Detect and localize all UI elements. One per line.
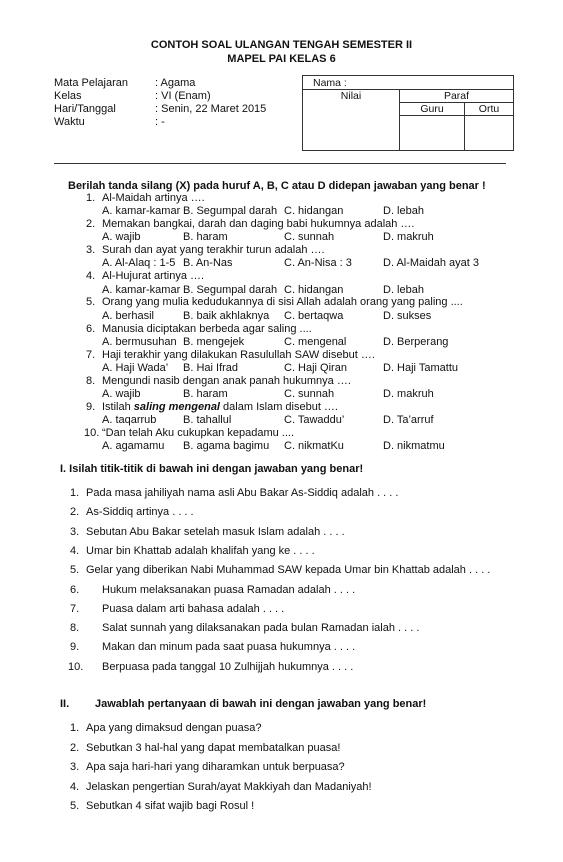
fill-in-number: 1. <box>70 487 80 499</box>
info-value-mapel: : Agama <box>155 77 196 89</box>
question-number: 6. <box>86 322 96 335</box>
answer-option[interactable]: A. agamamu <box>102 440 165 453</box>
paraf-header <box>400 90 514 103</box>
essay-number: 4. <box>70 780 80 793</box>
nama-label: Nama : <box>313 76 347 89</box>
question-number: 4. <box>86 270 96 283</box>
nilai-cell[interactable] <box>303 90 400 151</box>
essay-question: Apa yang dimaksud dengan puasa? <box>86 722 262 734</box>
answer-option[interactable]: A. Haji Wada’ <box>102 361 169 374</box>
document-title: CONTOH SOAL ULANGAN TENGAH SEMESTER II <box>150 39 413 51</box>
paraf-label: Paraf <box>443 90 470 102</box>
section-i-heading: I. Isilah titik-titik di bawah ini dengan jawaban yang benar! <box>60 463 364 475</box>
answer-option[interactable]: C. Tawaddu’ <box>284 414 345 426</box>
section-ii-number: II. <box>60 698 70 710</box>
fill-in-number: 2. <box>70 506 80 519</box>
essay-number: 2. <box>70 741 80 754</box>
header-divider <box>54 163 506 164</box>
essay-question: Apa saja hari-hari yang diharamkan untuk berpuasa? <box>86 761 345 773</box>
ortu-header <box>465 103 514 116</box>
answer-option[interactable]: A. wajib <box>102 387 141 400</box>
info-value-tanggal: : Senin, 22 Maret 2015 <box>155 103 267 115</box>
question-text: Al-Hujurat artinya …. <box>102 270 205 283</box>
question-emphasis: saling mengenal <box>133 400 220 413</box>
score-box <box>302 75 514 151</box>
answer-option[interactable]: B. haram <box>183 231 228 244</box>
essay-number: 5. <box>70 800 80 812</box>
answer-option[interactable]: B. Segumpal darah <box>183 205 278 218</box>
fill-in-number: 10. <box>68 660 84 673</box>
section-ii-heading: Jawablah pertanyaan di bawah ini dengan jawaban yang benar! <box>95 698 427 710</box>
fill-in-text: Umar bin Khattab adalah khalifah yang ke . . . . <box>86 544 315 557</box>
answer-option[interactable]: D. lebah <box>383 283 424 296</box>
question-number: 7. <box>86 348 96 361</box>
guru-header <box>400 103 465 116</box>
info-value-waktu: : - <box>155 116 165 128</box>
document-subtitle: MAPEL PAI KELAS 6 <box>227 53 336 65</box>
answer-option[interactable]: A. kamar-kamar <box>102 283 181 296</box>
question-text: Memakan bangkai, darah dan daging babi hukumnya adalah …. <box>102 218 415 231</box>
answer-option[interactable]: C. Haji Qiran <box>284 361 347 374</box>
answer-option[interactable]: C. bertaqwa <box>284 309 344 322</box>
answer-option[interactable]: C. hidangan <box>284 283 344 296</box>
fill-in-number: 9. <box>70 641 80 654</box>
answer-option[interactable]: C. hidangan <box>284 205 344 218</box>
essay-number: 3. <box>70 761 80 773</box>
question-text: “Dan telah Aku cukupkan kepadamu .... <box>102 426 295 439</box>
nilai-label: Nilai <box>340 90 362 102</box>
question-number: 2. <box>86 218 96 231</box>
question-text-part: dalam Islam disebut …. <box>220 400 338 413</box>
answer-option[interactable]: D. Al-Maidah ayat 3 <box>383 257 479 270</box>
question-text <box>102 401 338 413</box>
essay-number: 1. <box>70 722 80 734</box>
answer-option[interactable]: B. Hai Ifrad <box>183 361 239 374</box>
fill-in-number: 6. <box>70 583 80 596</box>
fill-in-number: 4. <box>70 544 80 557</box>
answer-option[interactable]: B. agama bagimu <box>183 440 270 453</box>
ortu-label: Ortu <box>478 103 500 115</box>
question-text: Al-Maidah artinya …. <box>102 192 205 204</box>
question-number: 3. <box>86 244 96 257</box>
answer-option[interactable]: A. Al-Alaq : 1-5 <box>102 257 176 270</box>
info-label-kelas: Kelas <box>54 90 82 102</box>
fill-in-text: As-Siddiq artinya . . . . <box>86 506 194 519</box>
question-text-part: Istilah <box>102 400 134 413</box>
fill-in-text: Gelar yang diberikan Nabi Muhammad SAW kepada Umar bin Khattab adalah . . . . <box>86 564 491 577</box>
info-label-mapel: Mata Pelajaran <box>54 77 128 89</box>
answer-option[interactable]: C. nikmatKu <box>284 440 344 453</box>
answer-option[interactable]: D. Haji Tamattu <box>383 361 458 374</box>
essay-question: Sebutkan 4 sifat wajib bagi Rosul ! <box>86 800 255 812</box>
essay-question: Sebutkan 3 hal-hal yang dapat membatalkan puasa! <box>86 741 341 754</box>
answer-option[interactable]: D. nikmatmu <box>383 440 445 453</box>
section-a-instruction: Berilah tanda silang (X) pada huruf A, B, C atau D didepan jawaban yang benar ! <box>68 180 486 192</box>
ortu-signature-cell[interactable] <box>465 116 514 151</box>
answer-option[interactable]: D. lebah <box>383 205 424 218</box>
question-text: Surah dan ayat yang terakhir turun adalah …. <box>102 244 325 257</box>
answer-option[interactable]: B. An-Nas <box>183 257 233 270</box>
answer-option[interactable]: D. Berperang <box>383 335 449 348</box>
fill-in-text: Sebutan Abu Bakar setelah masuk Islam adalah . . . . <box>86 525 345 538</box>
guru-signature-cell[interactable] <box>400 116 465 151</box>
answer-option[interactable]: B. haram <box>183 387 228 400</box>
answer-option[interactable]: D. makruh <box>383 387 434 400</box>
answer-option[interactable]: B. baik akhlaknya <box>183 309 270 322</box>
nama-field[interactable] <box>303 76 514 90</box>
fill-in-text: Pada masa jahiliyah nama asli Abu Bakar As-Siddiq adalah . . . . <box>86 487 399 499</box>
answer-option[interactable]: C. An-Nisa : 3 <box>284 257 352 270</box>
question-number: 9. <box>86 400 96 413</box>
info-value-kelas: : VI (Enam) <box>155 90 211 102</box>
fill-in-text: Puasa dalam arti bahasa adalah . . . . <box>102 602 285 615</box>
essay-question: Jelaskan pengertian Surah/ayat Makkiyah dan Madaniyah! <box>86 780 372 793</box>
info-label-waktu: Waktu <box>54 116 85 128</box>
fill-in-text: Salat sunnah yang dilaksanakan pada bulan Ramadan ialah . . . . <box>102 622 420 635</box>
fill-in-number: 3. <box>70 525 80 538</box>
answer-option[interactable]: C. mengenal <box>284 335 347 348</box>
question-number: 5. <box>86 296 96 309</box>
fill-in-text: Hukum melaksanakan puasa Ramadan adalah . . . . <box>102 583 356 596</box>
answer-option[interactable]: A. berhasil <box>102 309 154 322</box>
answer-option[interactable]: D. sukses <box>383 309 432 322</box>
answer-option[interactable]: A. bermusuhan <box>102 335 177 348</box>
fill-in-text: Makan dan minum pada saat puasa hukumnya . . . . <box>102 641 356 654</box>
answer-option[interactable]: B. tahallul <box>183 414 232 426</box>
question-text: Manusia diciptakan berbeda agar saling .... <box>102 322 312 335</box>
answer-option[interactable]: B. mengejek <box>183 335 245 348</box>
fill-in-number: 7. <box>70 602 80 615</box>
guru-label: Guru <box>420 103 444 115</box>
question-text: Orang yang mulia kedudukannya di sisi Allah adalah orang yang paling .... <box>102 296 463 309</box>
fill-in-text: Berpuasa pada tanggal 10 Zulhijjah hukumnya . . . . <box>102 660 354 673</box>
question-number: 10. <box>84 426 100 439</box>
fill-in-number: 5. <box>70 564 80 577</box>
answer-option[interactable]: D. Ta’arruf <box>383 414 434 426</box>
answer-option[interactable]: B. Segumpal darah <box>183 283 278 296</box>
answer-option[interactable]: C. sunnah <box>284 231 335 244</box>
answer-option[interactable]: D. makruh <box>383 231 434 244</box>
answer-option[interactable]: A. kamar-kamar <box>102 205 181 218</box>
info-label-tanggal: Hari/Tanggal <box>54 103 116 115</box>
answer-option[interactable]: A. wajib <box>102 231 141 244</box>
answer-option[interactable]: A. taqarrub <box>102 414 157 426</box>
question-number: 8. <box>86 374 96 387</box>
question-text: Mengundi nasib dengan anak panah hukumnya …. <box>102 374 351 387</box>
fill-in-number: 8. <box>70 622 80 635</box>
question-text: Haji terakhir yang dilakukan Rasulullah SAW disebut …. <box>102 348 375 361</box>
question-number: 1. <box>86 192 96 204</box>
answer-option[interactable]: C. sunnah <box>284 387 335 400</box>
